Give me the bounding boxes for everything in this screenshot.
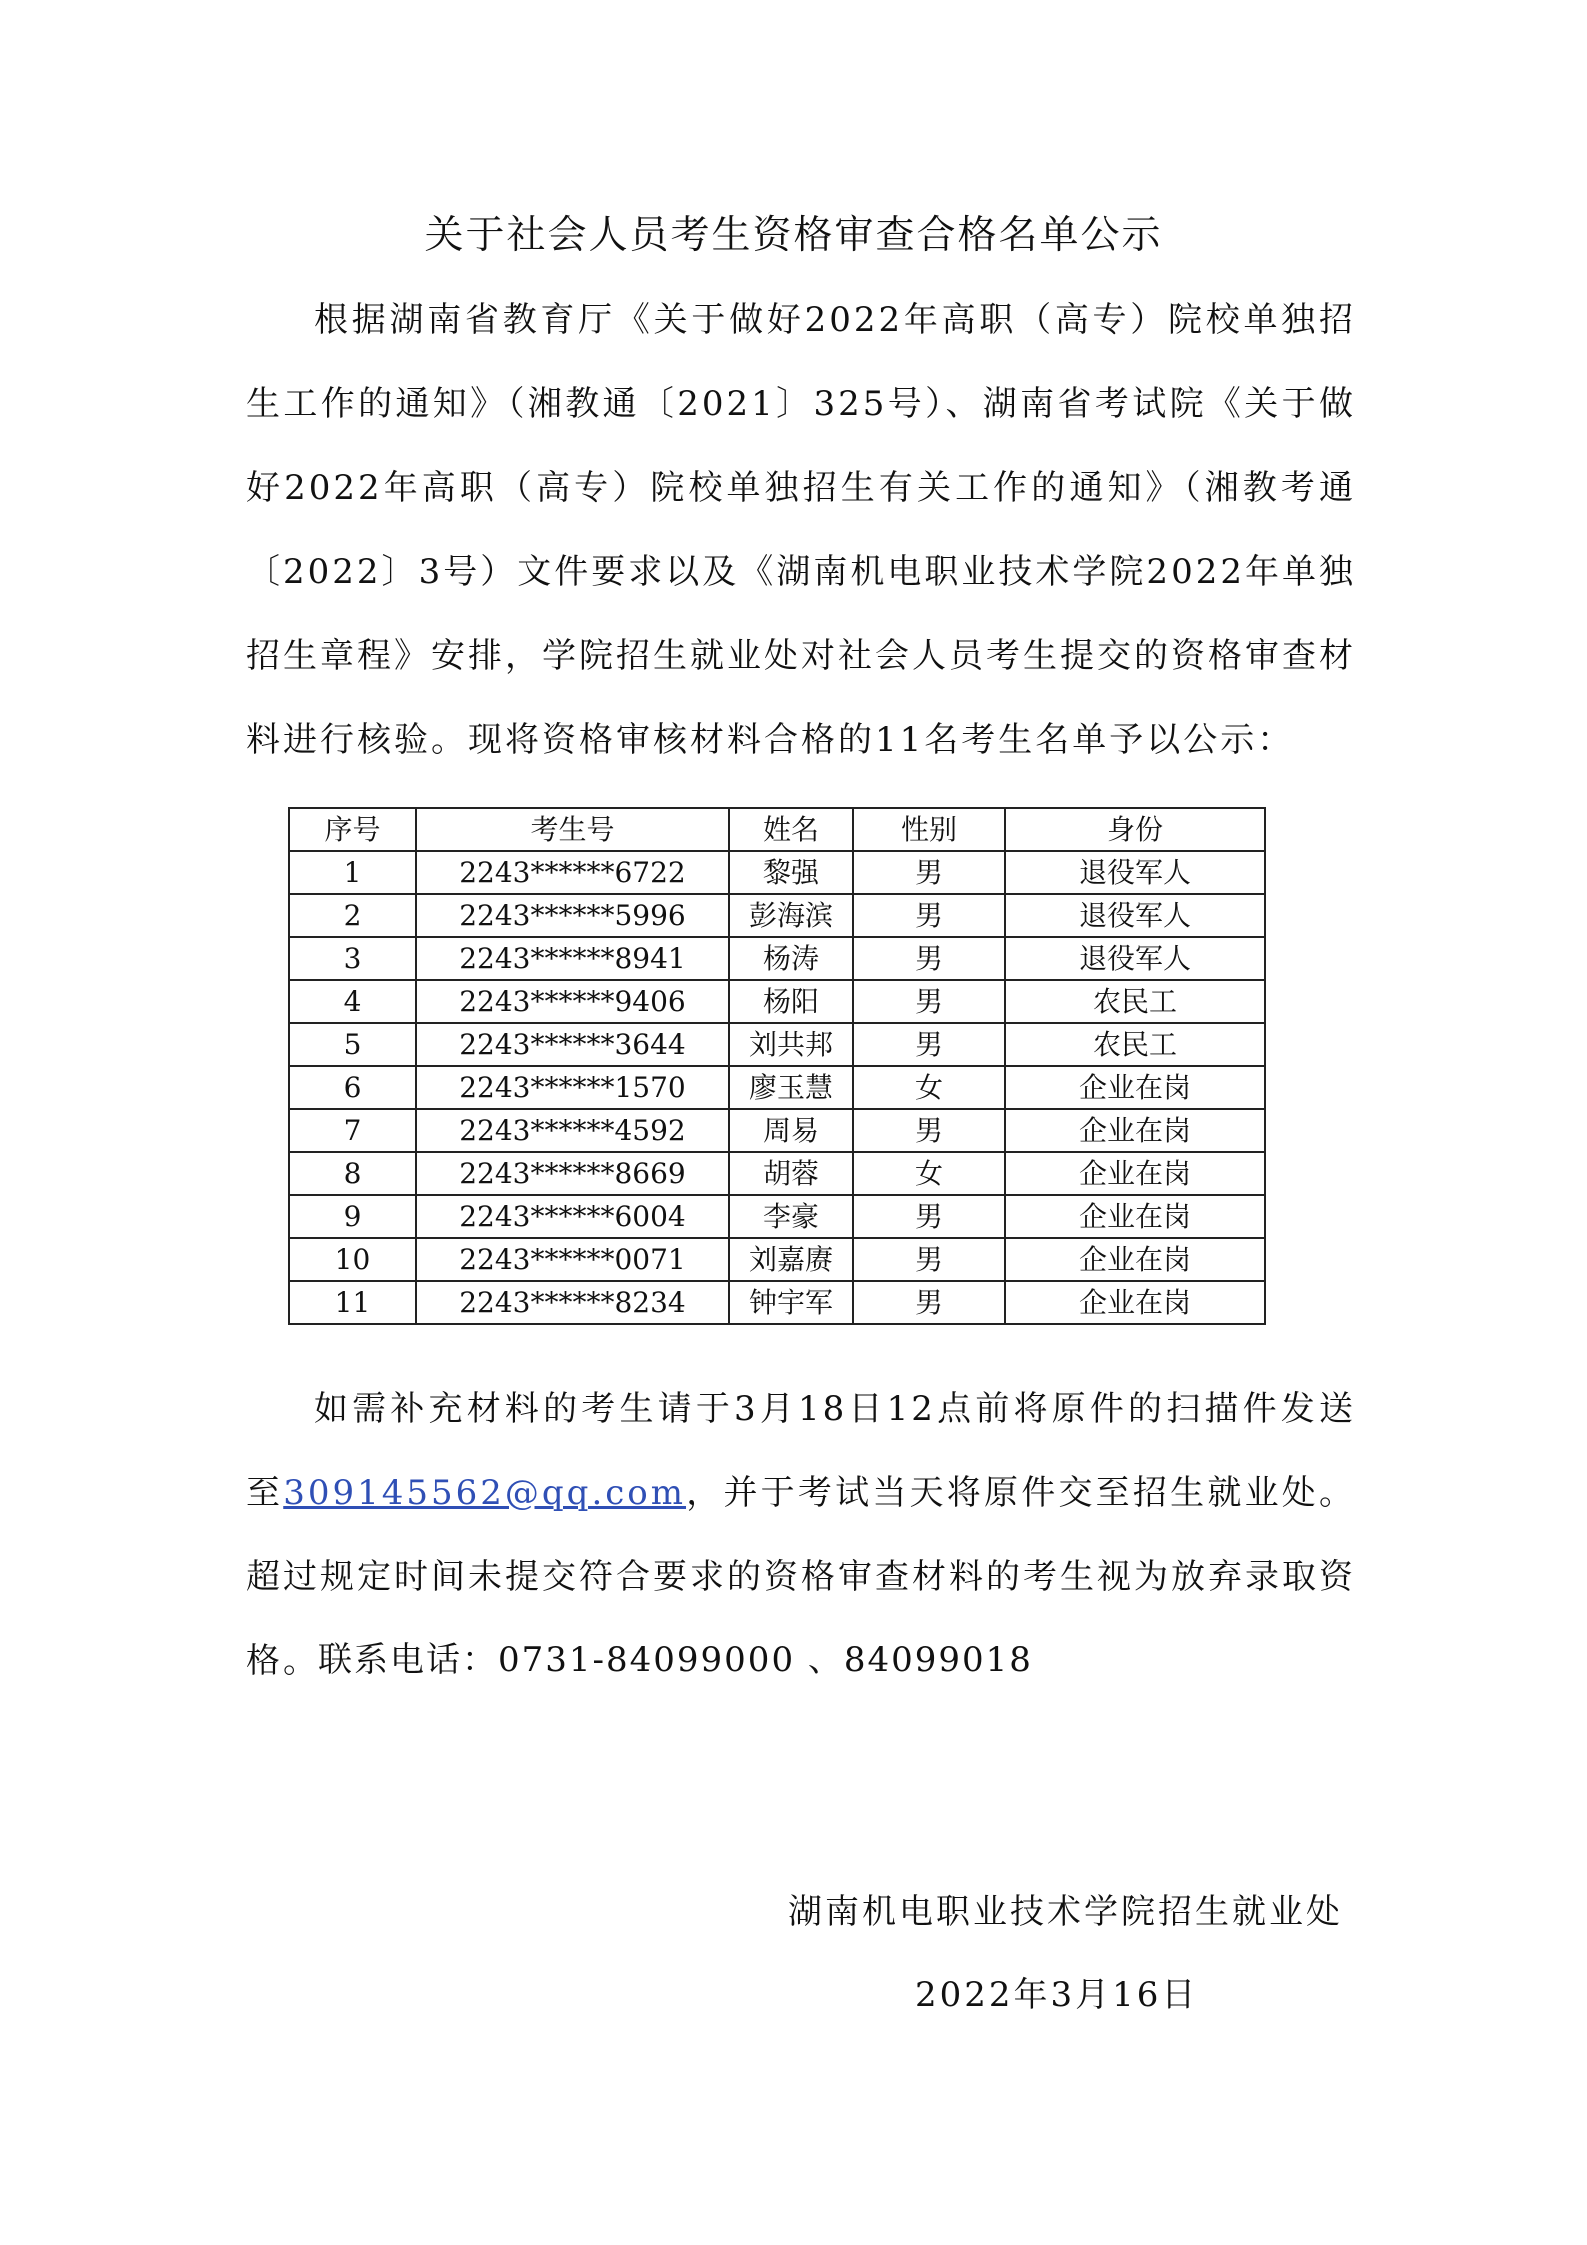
cell-gender: 女 [853, 1066, 1005, 1109]
cell-gender: 男 [853, 851, 1005, 894]
cell-index: 1 [289, 851, 416, 894]
cell-name: 黎强 [729, 851, 853, 894]
signature-date: 2022年3月16日 [915, 1975, 1199, 2015]
table-row [289, 1195, 1265, 1238]
table-row [289, 1023, 1265, 1066]
cell-index: 6 [289, 1066, 416, 1109]
cell-candidate-no: 2243******6004 [416, 1195, 729, 1238]
table-row [289, 1109, 1265, 1152]
table-row [289, 1238, 1265, 1281]
cell-name: 刘嘉赓 [729, 1238, 853, 1281]
cell-gender: 男 [853, 1109, 1005, 1152]
cell-name: 周易 [729, 1109, 853, 1152]
header-candidate-no: 考生号 [416, 808, 729, 851]
cell-name: 杨阳 [729, 980, 853, 1023]
table-header-row [289, 808, 1265, 851]
cell-candidate-no: 2243******6722 [416, 851, 729, 894]
cell-gender: 男 [853, 1023, 1005, 1066]
cell-index: 5 [289, 1023, 416, 1066]
cell-candidate-no: 2243******9406 [416, 980, 729, 1023]
cell-name: 刘共邦 [729, 1023, 853, 1066]
cell-identity: 企业在岗 [1005, 1195, 1265, 1238]
cell-name: 李豪 [729, 1195, 853, 1238]
qualified-candidates-table [288, 807, 1266, 1325]
cell-index: 2 [289, 894, 416, 937]
cell-gender: 男 [853, 980, 1005, 1023]
qualified-candidates-table-wrap [288, 807, 1266, 1325]
cell-identity: 企业在岗 [1005, 1238, 1265, 1281]
table-row [289, 980, 1265, 1023]
cell-gender: 男 [853, 937, 1005, 980]
cell-candidate-no: 2243******8941 [416, 937, 729, 980]
cell-name: 彭海滨 [729, 894, 853, 937]
cell-index: 8 [289, 1152, 416, 1195]
cell-name: 胡蓉 [729, 1152, 853, 1195]
cell-candidate-no: 2243******8234 [416, 1281, 729, 1324]
header-gender: 性别 [853, 808, 1005, 851]
cell-candidate-no: 2243******4592 [416, 1109, 729, 1152]
table-row [289, 851, 1265, 894]
cell-index: 3 [289, 937, 416, 980]
cell-name: 杨涛 [729, 937, 853, 980]
cell-candidate-no: 2243******8669 [416, 1152, 729, 1195]
table-row [289, 937, 1265, 980]
cell-name: 廖玉慧 [729, 1066, 853, 1109]
cell-gender: 男 [853, 894, 1005, 937]
cell-identity: 退役军人 [1005, 937, 1265, 980]
intro-paragraph: 根据湖南省教育厅《关于做好2022年高职（高专）院校单独招生工作的通知》（湘教通〔2021〕325号）、湖南省考试院《关于做好2022年高职（高专）院校单独招生有关工作的通知》（湘教考通〔2022〕3号）文件要求以及《湖南机电职业技术学院2022年单独招生章程》安排，学院招生就业处对社会人员考生提交的资格审查材料进行核验。现将资格审核材料合格的11名考生名单予以公示： [246, 300, 1356, 760]
cell-gender: 女 [853, 1152, 1005, 1195]
table-row [289, 1066, 1265, 1109]
cell-index: 11 [289, 1281, 416, 1324]
cell-identity: 农民工 [1005, 980, 1265, 1023]
cell-identity: 企业在岗 [1005, 1281, 1265, 1324]
cell-index: 7 [289, 1109, 416, 1152]
cell-gender: 男 [853, 1238, 1005, 1281]
header-identity: 身份 [1005, 808, 1265, 851]
cell-candidate-no: 2243******3644 [416, 1023, 729, 1066]
cell-identity: 退役军人 [1005, 894, 1265, 937]
cell-index: 10 [289, 1238, 416, 1281]
header-index: 序号 [289, 808, 416, 851]
cell-index: 9 [289, 1195, 416, 1238]
table-row [289, 894, 1265, 937]
cell-identity: 退役军人 [1005, 851, 1265, 894]
cell-gender: 男 [853, 1281, 1005, 1324]
table-row [289, 1281, 1265, 1324]
supplement-text-2: ，并于考试当天将原件交至招生就业处。超过规定时间未提交符合要求的资格审查材料的考生视为放弃录取资格。 [246, 1473, 1357, 1681]
supplement-text-1: 如需补充材料的考生请于3月18日12点前将原件的扫描件发送至 [246, 1389, 1356, 1513]
document-title: 关于社会人员考生资格审查合格名单公示 [424, 213, 1163, 258]
cell-index: 4 [289, 980, 416, 1023]
table-body [289, 851, 1265, 1324]
signature-org: 湖南机电职业技术学院招生就业处 [788, 1892, 1343, 1932]
header-name: 姓名 [729, 808, 853, 851]
cell-identity: 企业在岗 [1005, 1109, 1265, 1152]
cell-identity: 农民工 [1005, 1023, 1265, 1066]
email-link[interactable]: 309145562@qq.com [283, 1473, 687, 1513]
cell-candidate-no: 2243******1570 [416, 1066, 729, 1109]
cell-candidate-no: 2243******5996 [416, 894, 729, 937]
cell-candidate-no: 2243******0071 [416, 1238, 729, 1281]
cell-identity: 企业在岗 [1005, 1066, 1265, 1109]
table-row [289, 1152, 1265, 1195]
cell-name: 钟宇军 [729, 1281, 853, 1324]
cell-identity: 企业在岗 [1005, 1152, 1265, 1195]
cell-gender: 男 [853, 1195, 1005, 1238]
contact-phone: 联系电话：0731-84099000 、84099018 [318, 1640, 1033, 1680]
